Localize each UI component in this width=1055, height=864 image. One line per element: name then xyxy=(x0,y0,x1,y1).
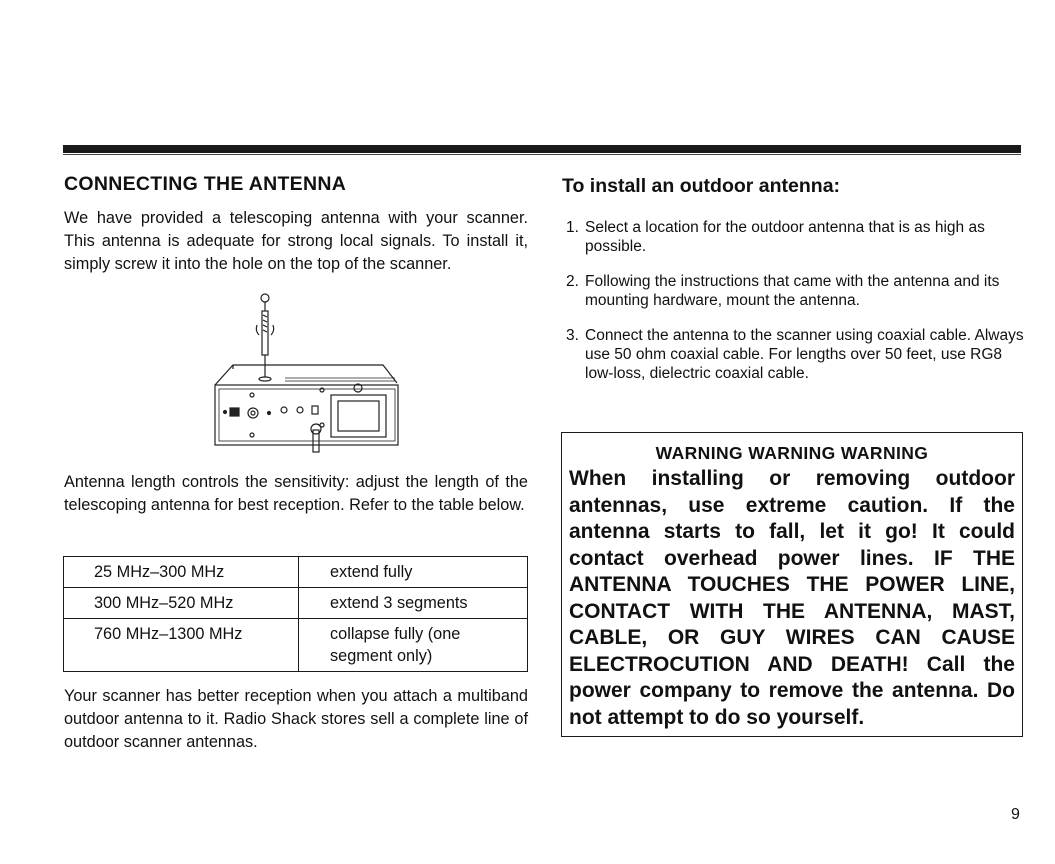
antenna-action-cell: extend 3 segments xyxy=(299,588,528,619)
warning-box xyxy=(561,432,1023,737)
list-item xyxy=(566,218,1024,256)
step-text: Following the instructions that came with the antenna and its mounting hardware, mount the antenna. xyxy=(585,273,1000,309)
frequency-range-cell: 300 MHz–520 MHz xyxy=(64,588,299,619)
list-item xyxy=(566,326,1024,383)
multiband-paragraph: Your scanner has better reception when you attach a multiband outdoor antenna to it. Radio Shack stores sell a complete line of outdoor scanner antennas. xyxy=(64,687,528,751)
sensitivity-paragraph: Antenna length controls the sensitivity: adjust the length of the telescoping antenna for best reception. Refer to the table below. xyxy=(64,473,528,514)
top-rule-thin xyxy=(63,154,1021,155)
step-text: Connect the antenna to the scanner using coaxial cable. Always use 50 ohm coaxial cable. For lengths over 50 feet, use RG8 low-loss, dielectric coaxial cable. xyxy=(585,327,1024,382)
page-number: 9 xyxy=(1011,806,1020,823)
frequency-range-cell: 25 MHz–300 MHz xyxy=(64,557,299,588)
warning-title: WARNING WARNING WARNING xyxy=(655,443,929,463)
warning-text: When installing or removing outdoor antennas, use extreme caution. If the antenna starts to fall, let it go! It could contact overhead power lines. IF THE ANTENNA TOUCHES THE POWER LINE, CONTACT WITH THE ANTENNA, MAST, CABLE, OR GUY WIRES CAN CAUSE ELECTROCUTION AND DEATH! Call the power company to remove the antenna. Do not attempt to do so yourself. xyxy=(569,467,1015,729)
section-heading-outdoor-install: To install an outdoor antenna: xyxy=(562,175,841,197)
frequency-range-cell: 760 MHz–1300 MHz xyxy=(64,619,299,672)
install-steps-list xyxy=(566,218,1024,399)
top-rule xyxy=(63,145,1021,153)
step-number: 2. xyxy=(566,273,579,290)
table-row xyxy=(64,588,528,619)
list-item xyxy=(566,272,1024,310)
step-number: 1. xyxy=(566,219,579,236)
antenna-action-cell: extend fully xyxy=(299,557,528,588)
step-number: 3. xyxy=(566,327,579,344)
antenna-length-table xyxy=(63,556,528,672)
antenna-action-cell: collapse fully (one segment only) xyxy=(299,619,528,672)
step-text: Select a location for the outdoor antenna that is as high as possible. xyxy=(585,219,985,255)
table-row xyxy=(64,619,528,672)
table-row xyxy=(64,557,528,588)
scanner-antenna-illustration xyxy=(205,285,405,455)
section-heading-connecting: CONNECTING THE ANTENNA xyxy=(64,173,347,195)
intro-paragraph: We have provided a telescoping antenna with your scanner. This antenna is adequate for strong local signals. To install it, simply screw it into the hole on the top of the scanner. xyxy=(64,209,528,273)
